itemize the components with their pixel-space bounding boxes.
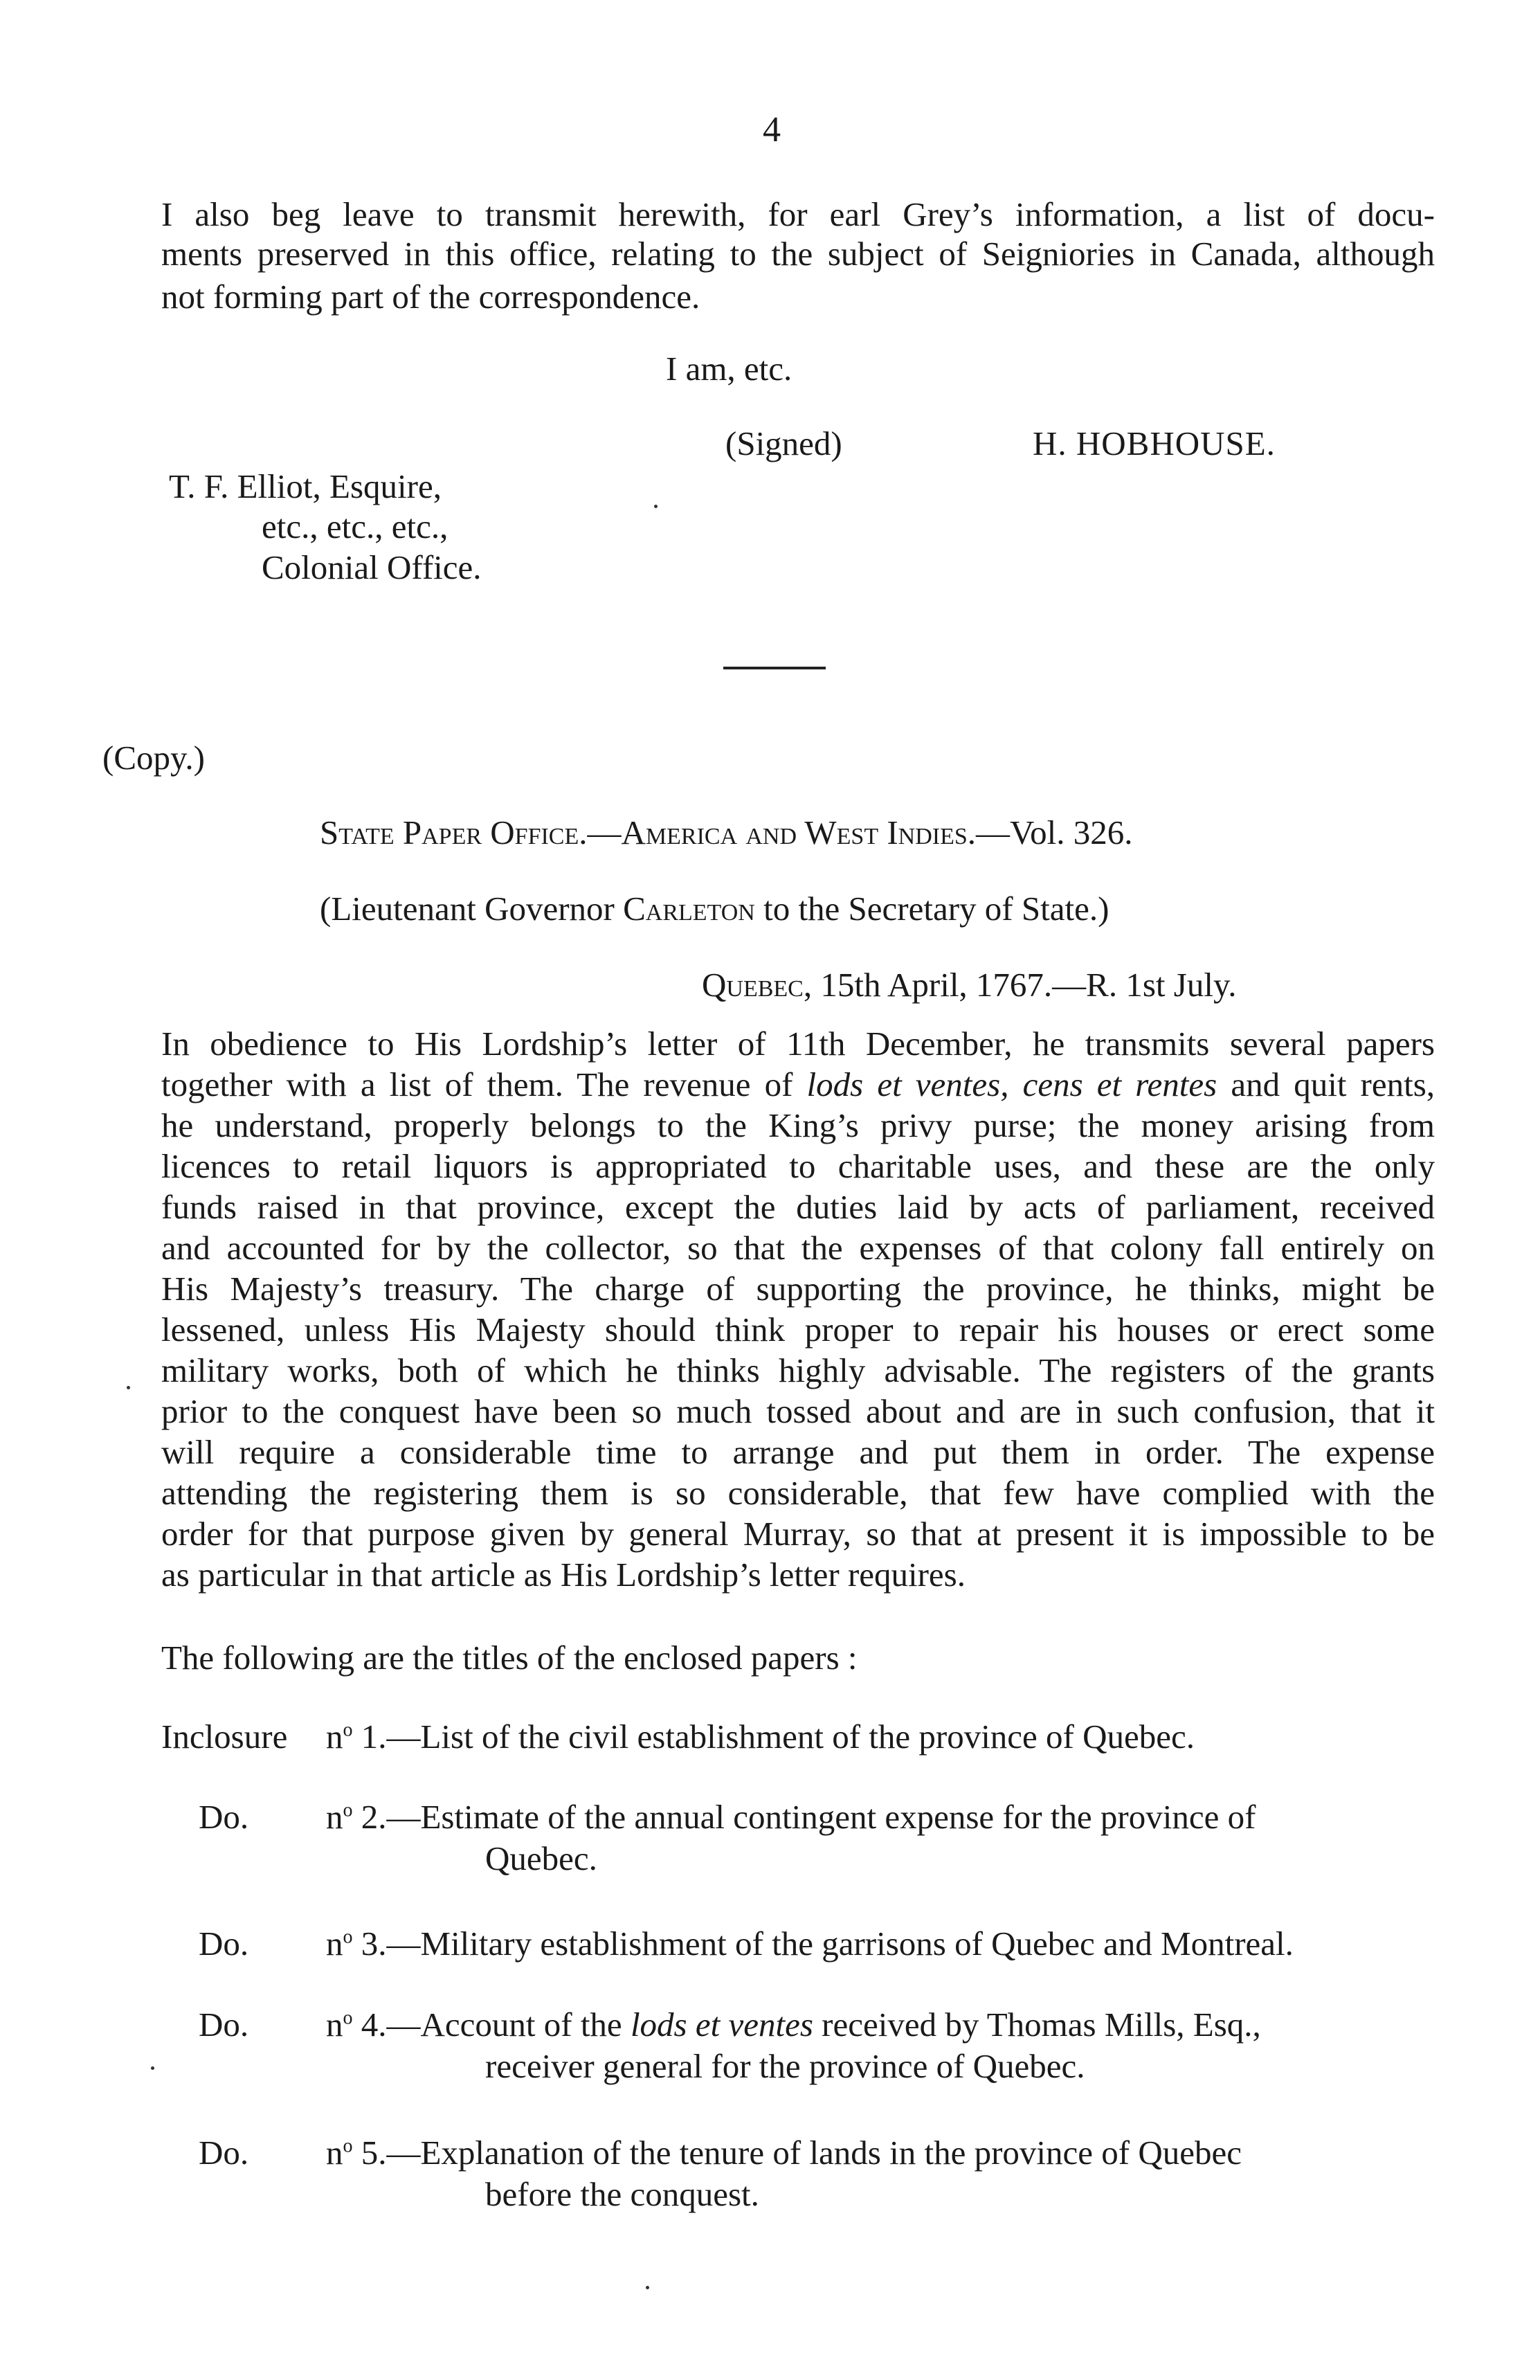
signed-label: (Signed) — [725, 424, 842, 462]
italic-term: lods et ventes — [630, 2005, 813, 2044]
body-text: together with a list of them. The revenue of — [161, 1065, 793, 1103]
addressee-office: Colonial Office. — [262, 548, 482, 586]
no-sup: o — [343, 1926, 353, 1948]
no-abbrev: n — [326, 1718, 343, 1756]
print-speck — [151, 2066, 154, 2070]
dash: — — [976, 813, 1011, 851]
enclosure-text: 4.—Account of the — [352, 2005, 622, 2044]
italic-term: cens et rentes — [1022, 1065, 1217, 1103]
enclosure-4-label: Do. — [199, 2005, 249, 2044]
source-line — [320, 815, 1132, 849]
enclosure-text: 3.—Military establishment of the garrisons of Quebec and Montreal. — [352, 1924, 1294, 1963]
body-line-10: prior to the conquest have been so much tossed about and are in such confusion, that it — [161, 1392, 1435, 1430]
dateline-rest: 15th April, 1767.—R. 1st July. — [812, 966, 1237, 1004]
no-abbrev: n — [326, 1798, 343, 1836]
body-line-5: funds raised in that province, except the duties laid by acts of parliament, received — [161, 1188, 1435, 1226]
volume: Vol. 326. — [1010, 813, 1133, 851]
print-speck — [127, 1386, 130, 1389]
page-number: 4 — [763, 110, 781, 150]
body-text: and quit rents, — [1231, 1065, 1435, 1103]
subtitle-open: (Lieutenant Governor — [320, 890, 624, 928]
intro-line-1: I also beg leave to transmit herewith, for earl Grey’s information, a list of docu- — [161, 195, 1435, 233]
no-sup: o — [343, 1799, 353, 1821]
addressee-etc: etc., etc., etc., — [262, 507, 449, 546]
enclosure-4-title — [326, 2005, 1261, 2044]
salutation: I am, etc. — [666, 350, 792, 388]
enclosure-2-title — [326, 1800, 1256, 1834]
no-sup: o — [343, 2007, 353, 2029]
enclosure-2-continuation: Quebec. — [485, 1839, 597, 1877]
dash: — — [587, 813, 622, 851]
enclosure-5-label: Do. — [199, 2134, 249, 2172]
divider-rule — [723, 667, 826, 669]
state-paper-office: State Paper Office. — [320, 813, 588, 851]
enclosure-5-title — [326, 2136, 1242, 2170]
copy-label: (Copy.) — [102, 739, 205, 777]
no-abbrev: n — [326, 2134, 343, 2172]
subtitle — [320, 892, 1109, 926]
enclosure-2-label: Do. — [199, 1798, 249, 1836]
no-abbrev: n — [326, 2005, 343, 2044]
enclosure-5-continuation: before the conquest. — [485, 2175, 759, 2213]
enclosure-text: received by Thomas Mills, Esq., — [813, 2005, 1261, 2044]
enclosure-text: 5.—Explanation of the tenure of lands in the province of Quebec — [352, 2134, 1242, 2172]
dateline — [702, 968, 1237, 1002]
print-speck — [646, 2286, 649, 2289]
subtitle-rest: to the Secretary of State.) — [754, 890, 1109, 928]
body-line-9: military works, both of which he thinks highly advisable. The registers of the grants — [161, 1351, 1435, 1389]
intro-line-3: not forming part of the correspondence. — [161, 278, 700, 316]
enclosure-1-title — [326, 1720, 1195, 1754]
enclosure-1-label: Inclosure — [161, 1718, 288, 1756]
body-line-12: attending the registering them is so considerable, that few have complied with the — [161, 1474, 1435, 1512]
enclosure-4-continuation: receiver general for the province of Quebec. — [485, 2047, 1085, 2085]
enclosure-text: 2.—Estimate of the annual contingent expense for the province of — [352, 1798, 1256, 1836]
dateline-place: Quebec, — [702, 966, 813, 1004]
body-line-13: order for that purpose given by general Murray, so that at present it is impossible to be — [161, 1515, 1435, 1553]
body-line-7: His Majesty’s treasury. The charge of supporting the province, he thinks, might be — [161, 1270, 1435, 1308]
no-sup: o — [343, 1719, 353, 1741]
intro-line-2: ments preserved in this office, relating to the subject of Seigniories in Canada, although — [161, 235, 1435, 273]
enclosure-3-title — [326, 1924, 1294, 1963]
signatory: H. HOBHOUSE. — [1033, 424, 1276, 462]
subtitle-name: Carleton — [623, 890, 755, 928]
enclosure-3-label: Do. — [199, 1924, 249, 1963]
no-abbrev: n — [326, 1924, 343, 1963]
enclosure-text: 1.—List of the civil establishment of the province of Quebec. — [352, 1718, 1195, 1756]
print-speck — [654, 505, 658, 508]
body-line-1: In obedience to His Lordship’s letter of 11th December, he transmits several papers — [161, 1025, 1435, 1063]
body-line-4: licences to retail liquors is appropriated to charitable uses, and these are the only — [161, 1147, 1435, 1185]
body-line-2 — [161, 1067, 1435, 1101]
body-line-8: lessened, unless His Majesty should think proper to repair his houses or erect some — [161, 1310, 1435, 1349]
addressee-name: T. F. Elliot, Esquire, — [169, 467, 442, 505]
following-line: The following are the titles of the enclosed papers : — [161, 1639, 858, 1677]
no-sup: o — [343, 2135, 353, 2157]
body-line-3: he understand, properly belongs to the King’s privy purse; the money arising from — [161, 1106, 1435, 1144]
body-line-6: and accounted for by the collector, so that the expenses of that colony fall entirely on — [161, 1229, 1435, 1267]
collection-name: America and West Indies. — [621, 813, 977, 851]
italic-term: lods et ventes, — [806, 1065, 1009, 1103]
body-line-14: as particular in that article as His Lordship’s letter requires. — [161, 1556, 966, 1594]
body-line-11: will require a considerable time to arrange and put them in order. The expense — [161, 1433, 1435, 1471]
